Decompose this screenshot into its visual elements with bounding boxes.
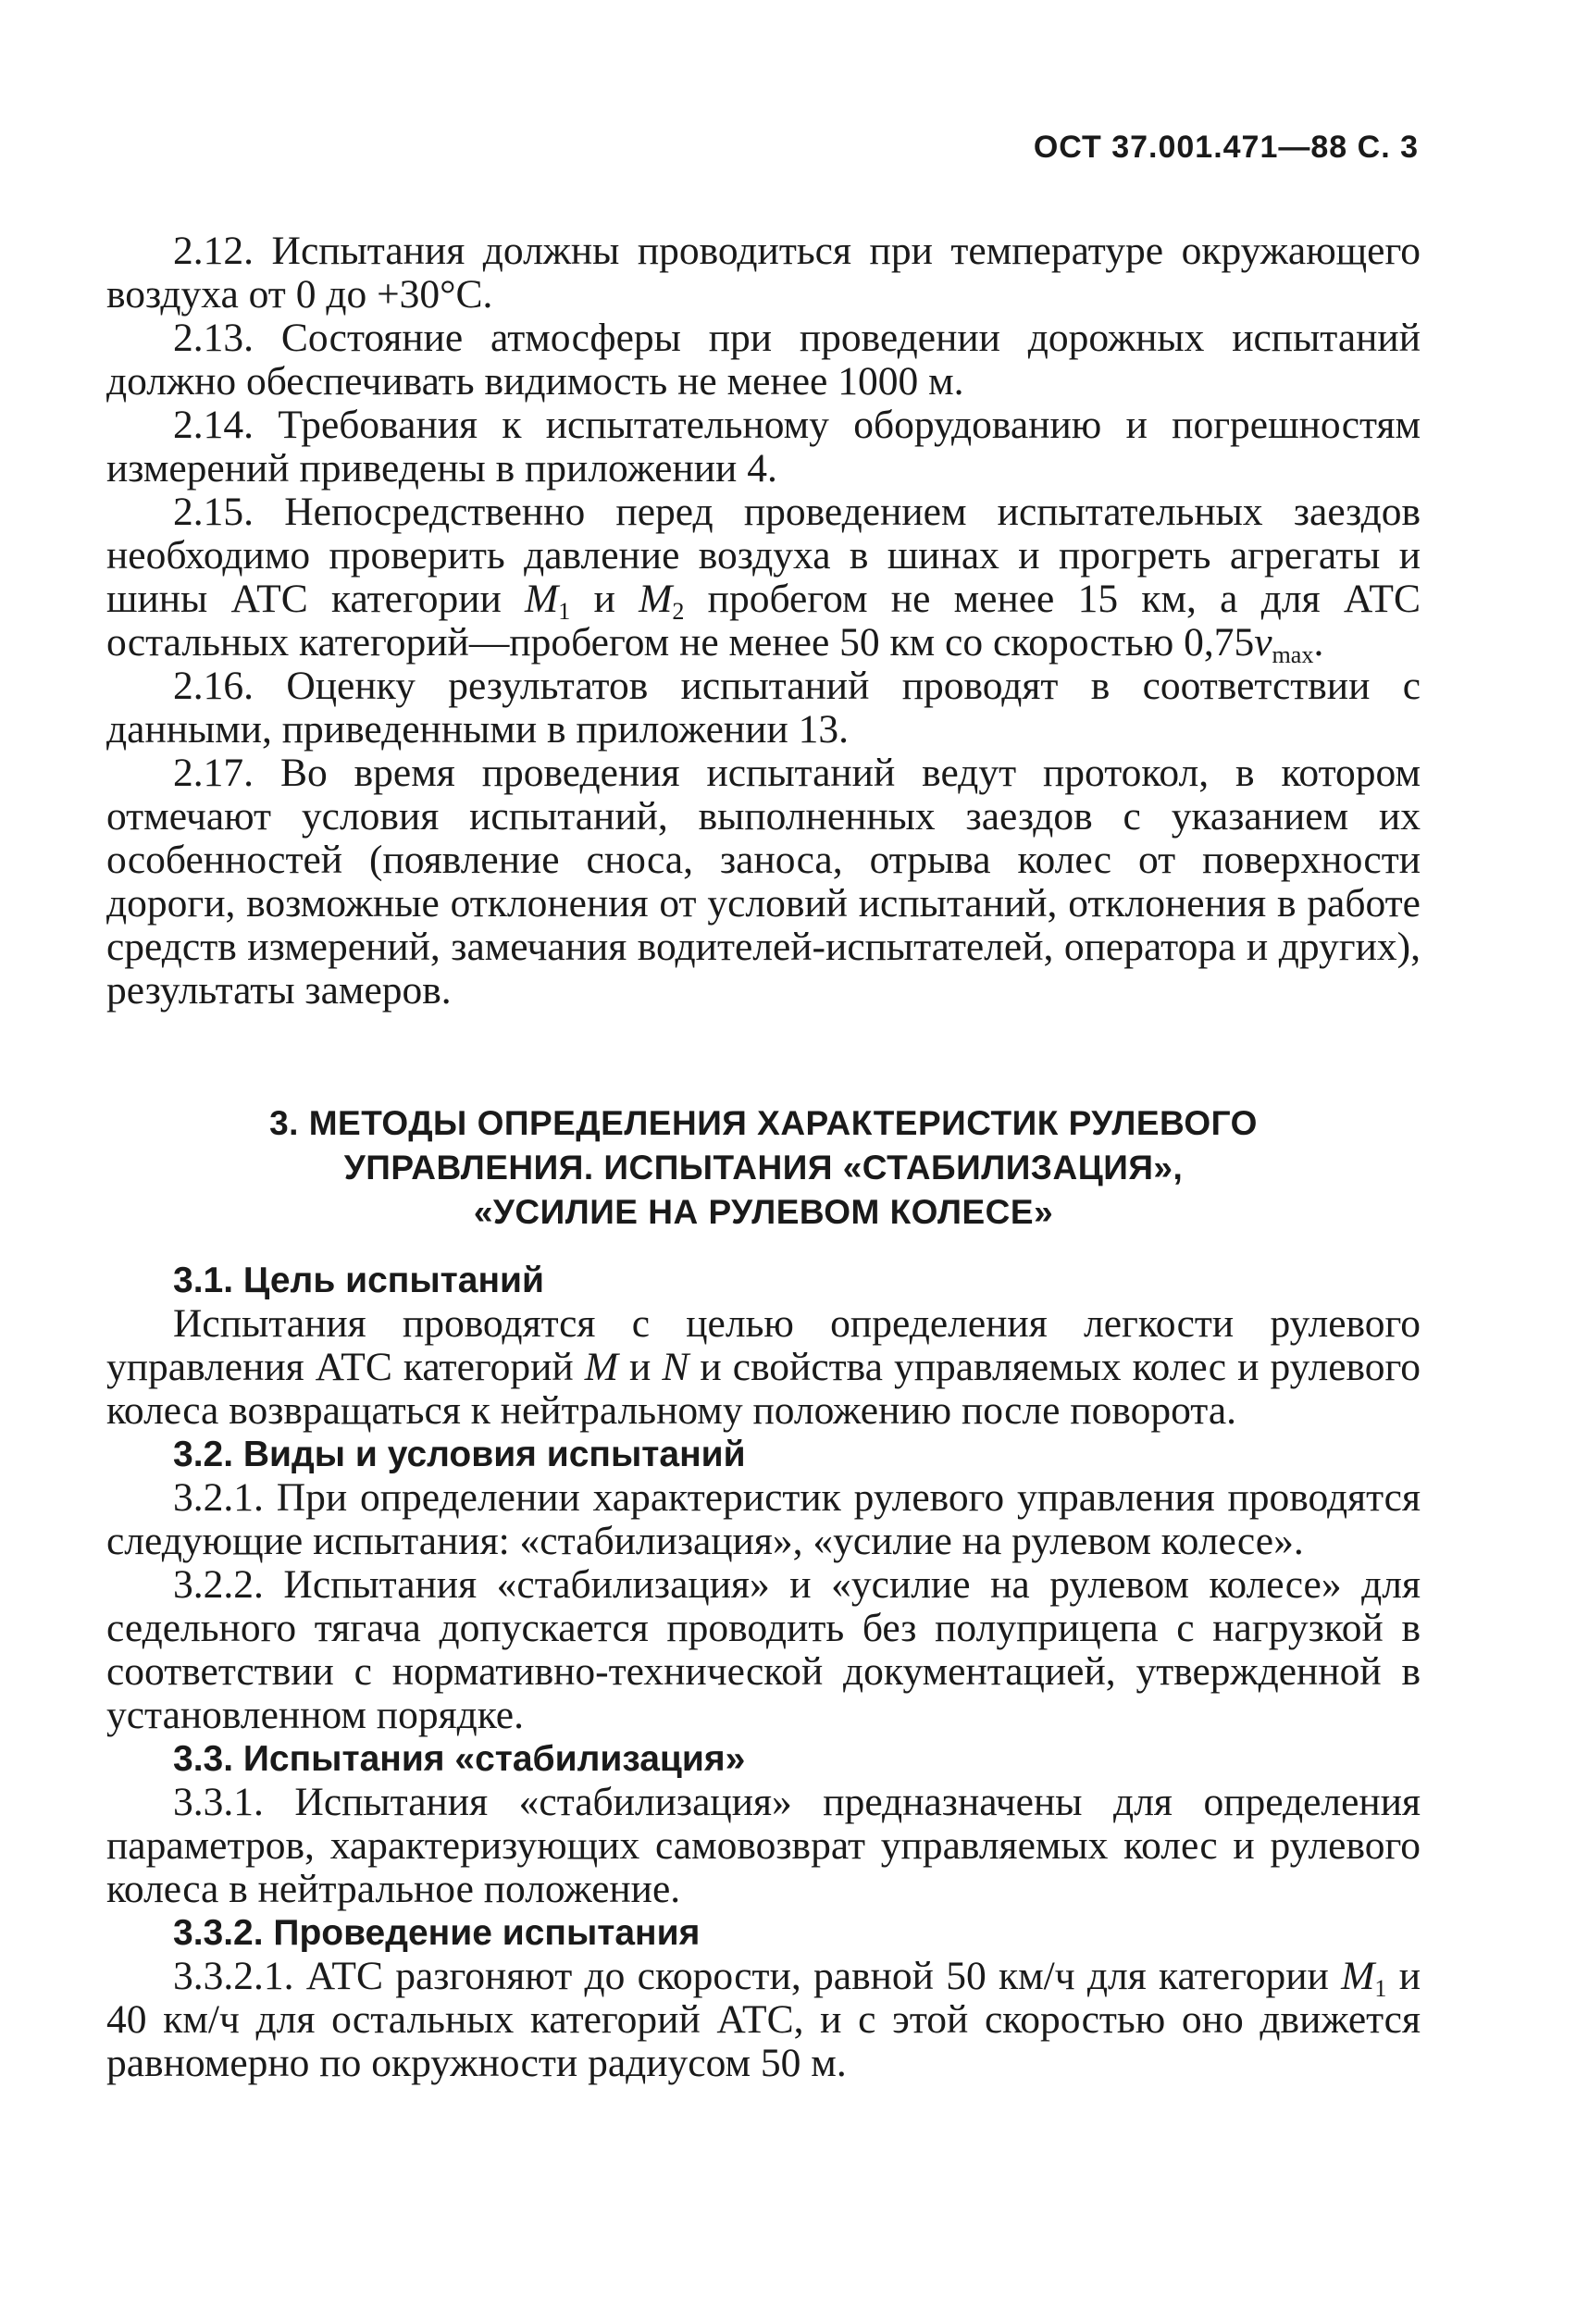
paragraph-3-3-1: 3.3.1. Испытания «стабилизация» предназначены для определения параметров, характеризующих самовозврат управляемых колес и рулевого колеса в нейтральное положение.: [106, 1780, 1421, 1911]
p215-text-a: 2.15. Непосредственно перед проведением испытательных заездов необходимо проверить давление воздуха в шинах и прогреть агрегаты и шины АТС категории: [106, 490, 1421, 621]
p31-text-b: и свойства управляемых колес и рулевого колеса возвращаться к нейтральному положению после поворота.: [106, 1345, 1421, 1433]
clauses-3: [106, 1259, 1421, 2085]
p3321-text-b: и 40 км/ч для остальных категорий АТС, и с этой скоростью оно движется равномерно по окружности радиусом 50 м.: [106, 1954, 1421, 2085]
paragraph-2-14: 2.14. Требования к испытательному оборудованию и погрешностям измерений приведены в приложении 4.: [106, 403, 1421, 491]
heading-3-2: 3.2. Виды и условия испытаний: [173, 1435, 746, 1474]
m1-symbol: M: [525, 577, 559, 621]
clauses-2: [106, 230, 1421, 1013]
paragraph-2-15: [106, 490, 1421, 668]
paragraph-3-2-2: 3.2.2. Испытания «стабилизация» и «усилие на рулевом колесе» для седельного тягача допускается проводить без полуприцепа с нагрузкой в соответствии с нормативно-технической документацией, утвержденной в установленном порядке.: [106, 1562, 1421, 1737]
paragraph-2-12: 2.12. Испытания должны проводиться при температуре окружающего воздуха от 0 до +30°С.: [106, 229, 1421, 317]
m-symbol: M: [584, 1345, 618, 1389]
m1-symbol-2: M: [1341, 1954, 1375, 1998]
paragraph-3-2-1: 3.2.1. При определении характеристик рулевого управления проводятся следующие испытания: «стабилизация», «усилие на рулевом колесе».: [106, 1475, 1421, 1563]
v-symbol: v: [1254, 620, 1272, 665]
p215-and: и: [570, 577, 639, 621]
m2-subscript: 2: [672, 598, 685, 625]
m2-symbol: M: [639, 577, 673, 621]
p3321-text-a: 3.3.2.1. АТС разгоняют до скорости, равной 50 км/ч для категории: [173, 1954, 1342, 1998]
paragraph-2-13: 2.13. Состояние атмосферы при проведении дорожных испытаний должно обеспечивать видимость не менее 1000 м.: [106, 316, 1421, 404]
heading-3-3: 3.3. Испытания «стабилизация»: [173, 1739, 746, 1779]
page-header: ОСТ 37.001.471—88 С. 3: [1033, 130, 1419, 165]
p31-and: и: [618, 1345, 663, 1389]
section-title-line-2: УПРАВЛЕНИЯ. ИСПЫТАНИЯ «СТАБИЛИЗАЦИЯ»,: [343, 1149, 1184, 1187]
paragraph-2-16: 2.16. Оценку результатов испытаний проводят в соответствии с данными, приведенными в приложении 13.: [106, 664, 1421, 752]
p215-text-b: пробегом не менее 15 км, а для АТС остальных категорий—пробегом не менее 50 км со скоростью 0,75: [106, 577, 1421, 665]
section-title-line-3: «УСИЛИЕ НА РУЛЕВОМ КОЛЕСЕ»: [473, 1193, 1054, 1231]
paragraph-3-1: [106, 1302, 1421, 1433]
heading-3-1: 3.1. Цель испытаний: [173, 1261, 544, 1300]
paragraph-2-17: 2.17. Во время проведения испытаний ведут протокол, в котором отмечают условия испытаний, выполненных заездов с указанием их особенностей (появление сноса, заноса, отрыва колес от поверхности дороги, возможные отклонения от условий испытаний, отклонения в работе средств измерений, замечания водителей-испытателей, оператора и других), результаты замеров.: [106, 751, 1421, 1013]
section-3-title: [106, 1101, 1421, 1235]
section-title-line-1: 3. МЕТОДЫ ОПРЕДЕЛЕНИЯ ХАРАКТЕРИСТИК РУЛЕВОГО: [269, 1104, 1258, 1142]
m1-subscript: 1: [558, 598, 571, 625]
paragraph-3-3-2-1: [106, 1955, 1421, 2085]
n-symbol: N: [662, 1345, 689, 1389]
p215-end: .: [1313, 620, 1324, 665]
heading-3-3-2: 3.3.2. Проведение испытания: [173, 1913, 701, 1953]
m1-subscript-2: 1: [1374, 1975, 1387, 2002]
p31-text-a: Испытания проводятся с целью определения легкости рулевого управления АТС категорий: [106, 1301, 1421, 1389]
v-subscript: max: [1272, 641, 1314, 668]
